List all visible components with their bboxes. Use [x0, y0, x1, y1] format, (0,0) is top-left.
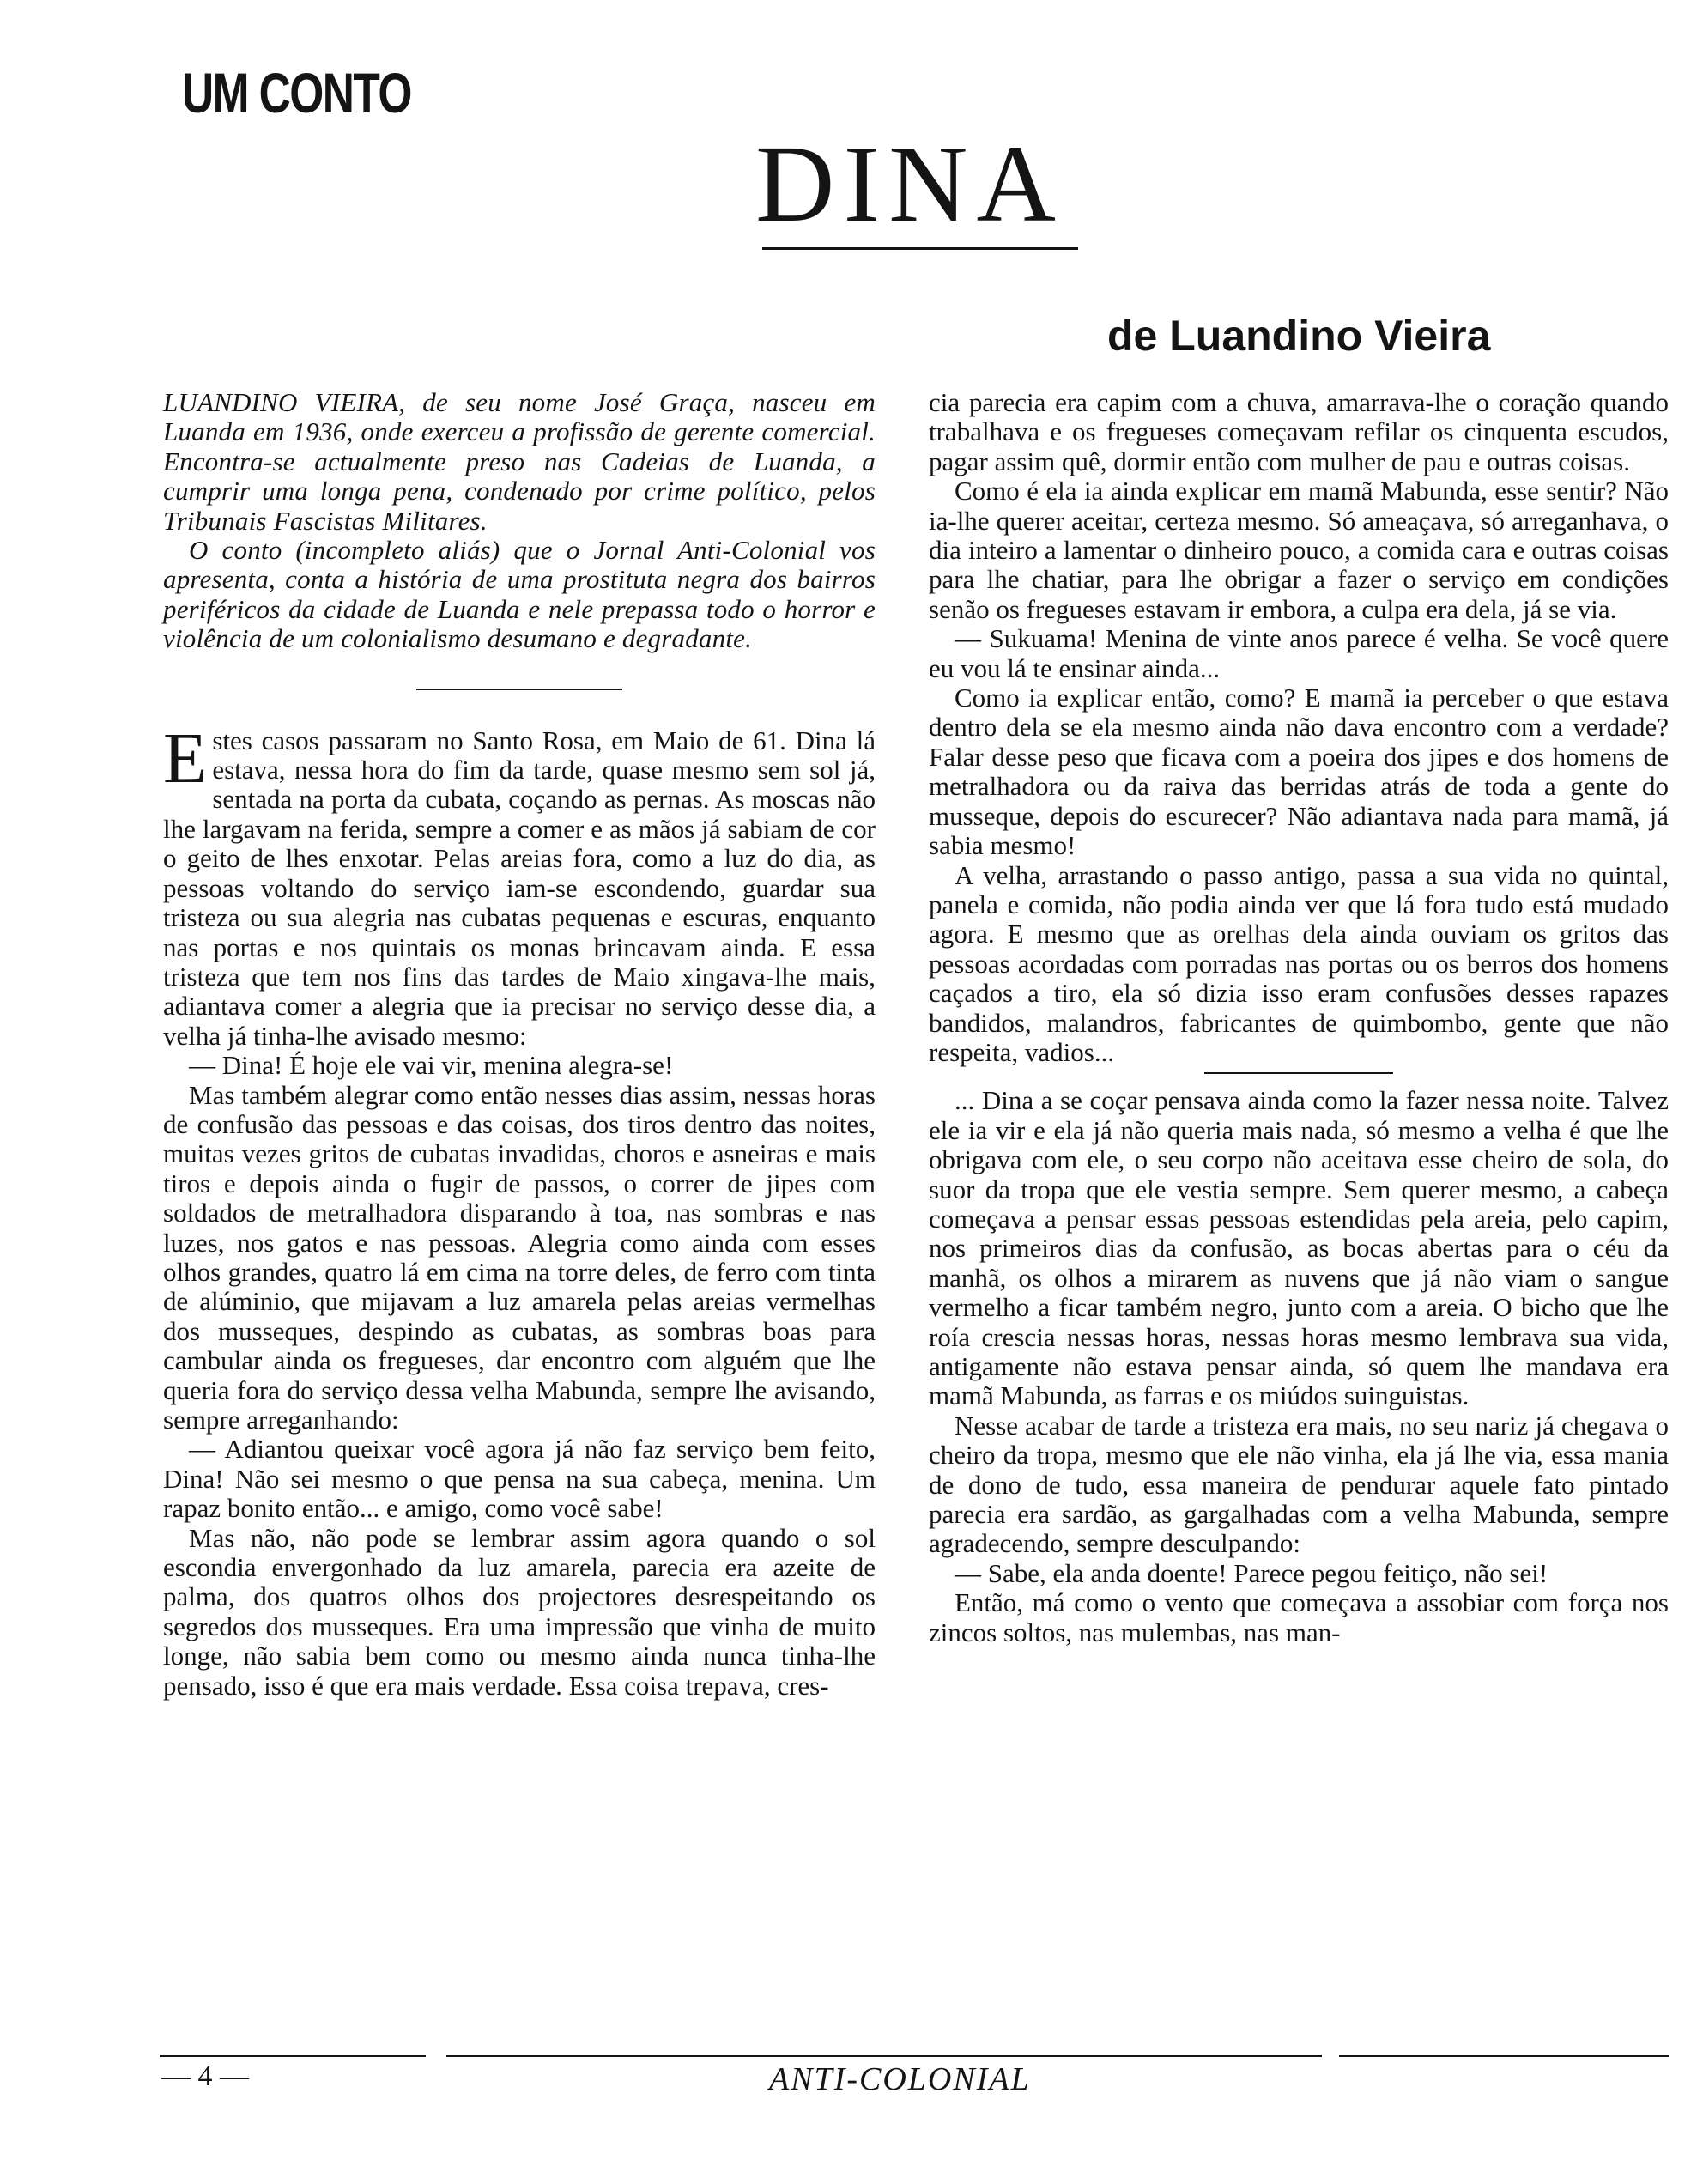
section-divider — [416, 689, 622, 690]
right-column — [929, 388, 1669, 1647]
story-paragraph: cia parecia era capim com a chuva, amarrava-lhe o coração quando trabalhava e os fregueses começavam refilar os cinquenta escudos, pagar assim quê, dormir então com mulher de pau e outras coisas. — [929, 387, 1669, 476]
footer-rule-left — [160, 2055, 426, 2057]
story-paragraph: Como ia explicar então, como? E mamã ia perceber o que estava dentro dela se ela mesmo ainda não dava encontro com a verdade? Falar desse peso que ficava com a poeira dos jipes e dos homens de metralhadora ou da raiva das berridas atrás de toda a gente do musseque, depois do escurecer? Não adiantava nada para mamã, já sabia mesmo! — [929, 682, 1669, 861]
footer-rule-center — [446, 2055, 1322, 2057]
story-paragraph: — Sabe, ela anda doente! Parece pegou feitiço, não sei! — [955, 1557, 1548, 1588]
story-paragraph: Como é ela ia ainda explicar em mamã Mabunda, esse sentir? Não ia-lhe querer aceitar, certeza mesmo. Só ameaçava, só arreganhava, o dia inteiro a lamentar o dinheiro pouco, a comida cara e outras coisas para lhe chatiar, para lhe obrigar a fazer o serviço em condições senão os fregueses estavam ir embora, a culpa era dela, já se via. — [929, 476, 1669, 624]
left-column — [163, 388, 876, 1701]
section-divider — [1204, 1072, 1393, 1074]
publication-name: ANTI-COLONIAL — [769, 2061, 1031, 2097]
story-paragraph: Então, má como o vento que começava a assobiar com força nos zincos soltos, nas mulembas, nas man- — [929, 1587, 1669, 1647]
story-paragraph: Mas também alegrar como então nesses dias assim, nessas horas de confusão das pessoas e das coisas, dos tiros dentro das noites, muitas vezes gritos de cubatas invadidas, choros e asneiras e mais tiros e depois ainda o fugir de passos, o correr de jipes com soldados de metralhadora disparando à toa, nas sombras e nas luzes, nos gatos e nas pessoas. Alegria como ainda com esses olhos grandes, quatro lá em cima na torre deles, de ferro com tinta de alúminio, que mijavam a luz amarela pelas areias vermelhas dos musseques, despindo as cubatas, as sombras boas para cambular ainda os fregueses, dar encontro com alguém que lhe queria fora do serviço dessa velha Mabunda, sempre lhe avisando, sempre arreganhando: — [163, 1079, 876, 1435]
drop-cap: E — [163, 718, 208, 798]
story-paragraph: Mas não, não pode se lembrar assim agora quando o sol escondia envergonhado da luz amarela, parecia era azeite de palma, dos quatros olhos dos projectores desrespeitando os segredos dos musseques. Era uma impressão que vinha de muito longe, não sabia bem como ou mesmo ainda nunca tinha-lhe pensado, isso é que era mais verdade. Essa coisa trepava, cres- — [163, 1522, 876, 1701]
intro-paragraph: O conto (incompleto aliás) que o Jornal Anti-Colonial vos apresenta, conta a história de uma prostituta negra dos bairros periféricos da cidade de Luanda e nele prepassa todo o horror e violência de um colonialismo desumano e degradante. — [163, 535, 876, 654]
story-paragraph: ... Dina a se coçar pensava ainda como la fazer nessa noite. Talvez ele ia vir e ela já não queria mais nada, só mesmo a velha é que lhe obrigava com ele, o seu corpo não aceitava esse cheiro de sola, do suor da tropa que ele vestia sempre. Sem querer mesmo, a cabeça começava a pensar essas pessoas estendidas pela areia, pelo capim, nos primeiros dias da confusão, as bocas abertas para o céu da manhã, os olhos a mirarem as nuvens que já não viam o sangue vermelho a ficar também negro, junto com a areia. O bicho que lhe roía crescia nessas horas, nessas horas mesmo lembrava sua vida, antigamente não estava pensar ainda, só quem lhe mandava era mamã Mabunda, as farras e os miúdos suinguistas. — [929, 1085, 1669, 1411]
title-underline — [762, 247, 1078, 250]
story-paragraph: — Sukuama! Menina de vinte anos parece é velha. Se você quere eu vou lá te ensinar ainda... — [929, 623, 1669, 683]
author-intro — [163, 388, 876, 654]
story-paragraph — [163, 718, 876, 1051]
story-title: DINA — [755, 123, 1064, 245]
footer-rule-right — [1339, 2055, 1669, 2057]
section-label: UM CONTO — [182, 61, 411, 124]
byline: de Luandino Vieira — [1107, 312, 1491, 360]
story-paragraph: — Dina! É hoje ele vai vir, menina alegra-se! — [189, 1050, 674, 1081]
story-paragraph: Nesse acabar de tarde a tristeza era mais, no seu nariz já chegava o cheiro da tropa, mesmo que ele não vinha, ela já lhe via, essa mania de dono de tudo, essa maneira de pendurar aquele fato pintado parecia era sardão, as gargalhadas com a velha Mabunda, sempre agradecendo, sempre desculpando: — [929, 1410, 1669, 1559]
story-paragraph: — Adiantou queixar você agora já não faz serviço bem feito, Dina! Não sei mesmo o que pensa na sua cabeça, menina. Um rapaz bonito então... e amigo, como você sabe! — [163, 1434, 876, 1524]
intro-paragraph: LUANDINO VIEIRA, de seu nome José Graça, nasceu em Luanda em 1936, onde exerceu a profissão de gerente comercial. Encontra-se actualmente preso nas Cadeias de Luanda, a cumprir uma longa pena, condenado por crime político, pelos Tribunais Fascistas Militares. — [163, 387, 876, 536]
page-number: — 4 — — [161, 2060, 249, 2092]
story-paragraph: A velha, arrastando o passo antigo, passa a sua vida no quintal, panela e comida, não podia ainda ver que lá fora tudo está mudado agora. E mesmo que as orelhas dela ainda ouviam os gritos das pessoas acordadas com porradas nas portas ou os berros dos homens caçados a tiro, ela só dizia isso eram confusões desses rapazes bandidos, malandros, fabricantes de quimbombo, gente que não respeita, vadios... — [929, 859, 1669, 1067]
story-paragraph-text: stes casos passaram no Santo Rosa, em Maio de 61. Dina lá estava, nessa hora do fim da tarde, quase mesmo sem sol já, sentada na porta da cubata, coçando as pernas. As moscas não lhe largavam na ferida, sempre a comer e as mãos já sabiam de cor o geito de lhes enxotar. Pelas areias fora, como a luz do dia, as pessoas voltando do serviço iam-se escondendo, guardar sua tristeza ou sua alegria nas cubatas pequenas e escuras, enquanto nas portas e nos quintais os monas brincavam ainda. E essa tristeza que tem nos fins das tardes de Maio xingava-lhe mais, adiantava comer a alegria que ia precisar no serviço desse dia, a velha já tinha-lhe avisado mesmo: — [163, 725, 876, 1051]
